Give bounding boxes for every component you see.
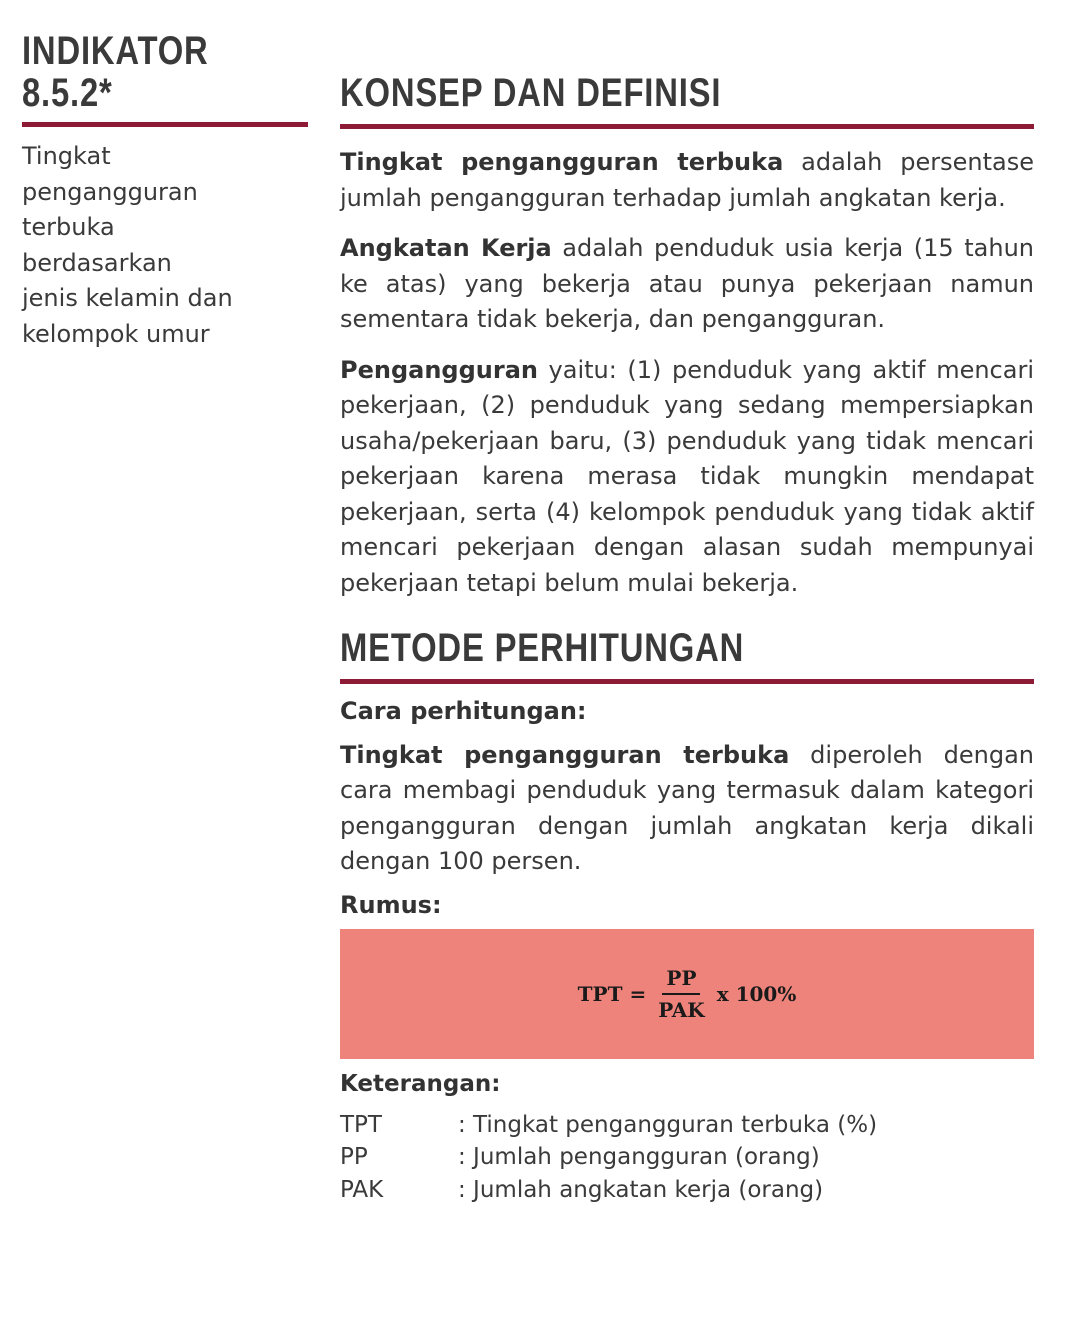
legend-list bbox=[340, 1109, 1034, 1207]
legend-row bbox=[340, 1174, 1034, 1207]
indicator-desc-line: berdasarkan bbox=[22, 248, 172, 277]
indicator-title-line1: INDIKATOR bbox=[22, 29, 209, 73]
indicator-divider bbox=[22, 122, 308, 127]
indicator-title-line2: 8.5.2* bbox=[22, 71, 113, 115]
indicator-desc-line: kelompok umur bbox=[22, 319, 210, 348]
legend-row bbox=[340, 1109, 1034, 1142]
indicator-title bbox=[22, 30, 257, 114]
term-angkatan-kerja: Angkatan Kerja bbox=[340, 234, 552, 262]
indicator-desc-line: pengangguran bbox=[22, 177, 198, 206]
content-panel bbox=[340, 70, 1034, 1206]
indicator-description bbox=[22, 139, 308, 352]
formula-box bbox=[340, 929, 1034, 1059]
indicator-desc-line: jenis kelamin dan bbox=[22, 284, 233, 312]
legend-row bbox=[340, 1141, 1034, 1174]
formula-lhs: TPT = bbox=[577, 982, 647, 1006]
konsep-p2-text: adalah penduduk usia kerja (15 tahun ke atas) yang bekerja atau punya pekerjaan namun sementara tidak bekerja, dan pengangguran. bbox=[340, 234, 1034, 333]
indicator-panel bbox=[22, 30, 308, 352]
formula-rhs: x 100% bbox=[716, 982, 797, 1006]
legend-abbr: PAK bbox=[340, 1176, 384, 1203]
formula-numerator: PP bbox=[662, 966, 700, 995]
indicator-desc-line: terbuka bbox=[22, 213, 115, 241]
keterangan-label: Keterangan: bbox=[340, 1071, 501, 1097]
legend-desc: : Tingkat pengangguran terbuka (%) bbox=[458, 1111, 878, 1138]
rumus-label: Rumus: bbox=[340, 890, 442, 919]
formula-fraction bbox=[654, 966, 708, 1022]
konsep-title: KONSEP DAN DEFINISI bbox=[340, 71, 722, 115]
legend-desc: : Jumlah pengangguran (orang) bbox=[458, 1144, 820, 1170]
cara-paragraph bbox=[340, 738, 1034, 880]
konsep-paragraph-3 bbox=[340, 353, 1034, 602]
cara-label: Cara perhitungan: bbox=[340, 697, 587, 725]
metode-divider bbox=[340, 679, 1034, 684]
konsep-paragraph-1 bbox=[340, 145, 1034, 216]
indicator-desc-line: Tingkat bbox=[22, 142, 111, 170]
konsep-p3-text: yaitu: (1) penduduk yang aktif mencari pekerjaan, (2) penduduk yang sedang mempersiapkan usaha/pekerjaan baru, (3) penduduk yang tidak mencari pekerjaan karena merasa tidak mungkin mendapat pekerjaan, serta (4) kelompok penduduk yang tidak aktif mencari pekerjaan dengan alasan sudah mempunyai pekerjaan tetapi belum mulai bekerja. bbox=[340, 355, 1034, 597]
formula-denominator: PAK bbox=[658, 998, 705, 1022]
term-tpt-cara: Tingkat pengangguran terbuka bbox=[340, 740, 790, 769]
legend-abbr: TPT bbox=[340, 1111, 382, 1138]
konsep-paragraph-2 bbox=[340, 231, 1034, 338]
konsep-divider bbox=[340, 124, 1034, 129]
term-tpt: Tingkat pengangguran terbuka bbox=[340, 148, 784, 176]
cara-text: diperoleh dengan cara membagi penduduk yang termasuk dalam kategori pengangguran dengan jumlah angkatan kerja dikali dengan 100 persen. bbox=[340, 740, 1034, 875]
term-pengangguran: Pengangguran bbox=[340, 355, 538, 384]
metode-title: METODE PERHITUNGAN bbox=[340, 626, 745, 670]
legend-desc: : Jumlah angkatan kerja (orang) bbox=[458, 1176, 824, 1203]
konsep-p1-text: adalah persentase jumlah pengangguran terhadap jumlah angkatan kerja. bbox=[340, 148, 1034, 212]
legend-abbr: PP bbox=[340, 1144, 368, 1170]
